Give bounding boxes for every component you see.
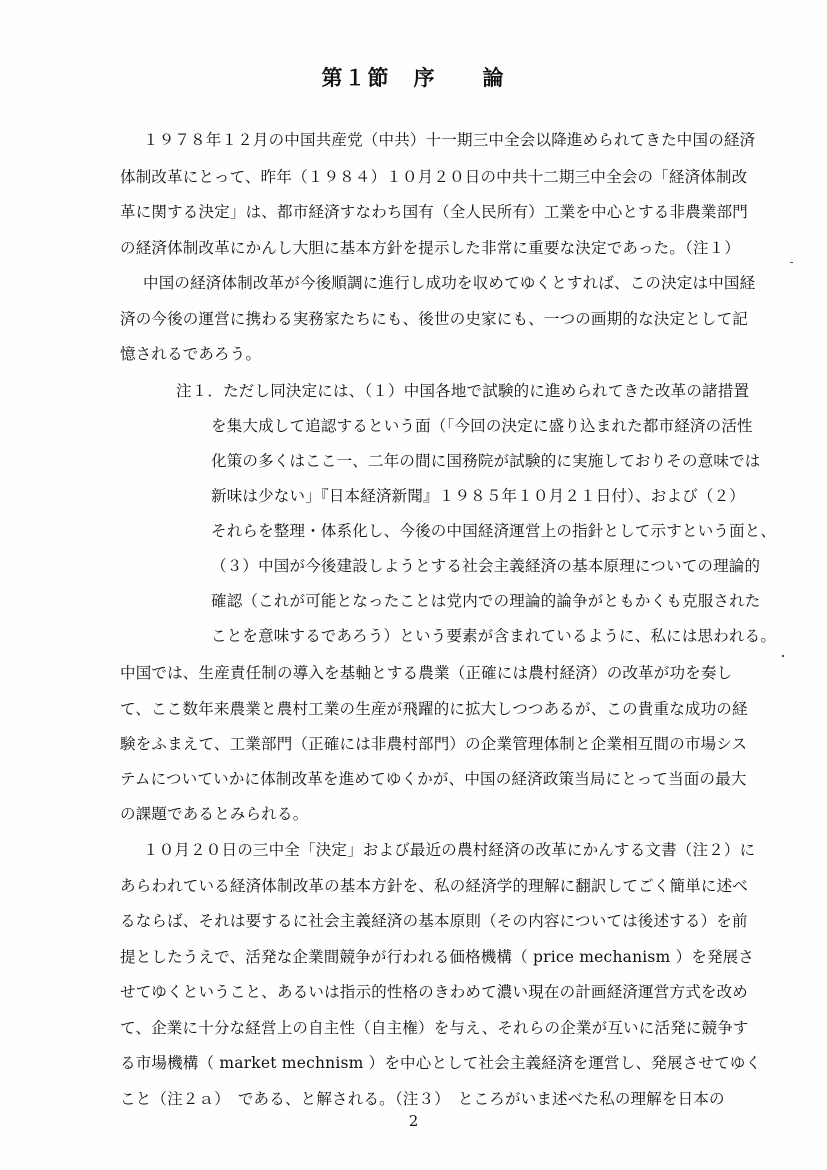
paragraph-line: 中国では、生産責任制の導入を基軸とする農業（正確には農村経済）の改革が功を奏し	[120, 664, 733, 682]
paragraph-line: あらわれている経済体制改革の基本方針を、私の経済学的理解に翻訳してごく簡単に述べ	[120, 877, 749, 895]
paragraph-line: 験をふまえて、工業部門（正確には非農村部門）の企業管理体制と企業相互間の市場シス	[120, 735, 748, 753]
footnote-line: 化策の多くはここ一、二年の間に国務院が試験的に実施しておりその意味では	[211, 452, 761, 470]
page-number: 2	[408, 1112, 419, 1130]
paragraph-line: の経済体制改革にかんし大胆に基本方針を提示した非常に重要な決定であった。（注１）	[120, 239, 741, 257]
section-title: 第１節 序 論	[321, 65, 506, 90]
paragraph-line: せてゆくということ、あるいは指示的性格のきわめて濃い現在の計画経済運営方式を改め	[120, 983, 749, 1001]
paragraph-line: 中国の経済体制改革が今後順調に進行し成功を収めてゆくとすれば、この決定は中国経	[143, 274, 756, 292]
scan-speck	[790, 262, 793, 263]
footnote-line: 確認（これが可能となったことは党内での理論的論争がともかくも克服された	[211, 592, 761, 610]
footnote-line: （３）中国が今後建設しようとする社会主義経済の基本原理についての理論的	[211, 557, 761, 575]
paragraph-line: 革に関する決定」は、都市経済すなわち国有（全人民所有）工業を中心とする非農業部門	[120, 203, 749, 221]
paragraph-line: て、ここ数年来農業と農村工業の生産が飛躍的に拡大しつつあるが、この貴重な成功の経	[120, 700, 748, 718]
paragraph-line: て、企業に十分な経営上の自主性（自主権）を与え、それらの企業が互いに活発に競争す	[120, 1019, 749, 1037]
footnote-line: それらを整理・体系化し、今後の中国経済運営上の指針として示すという面と、	[211, 522, 777, 540]
paragraph-line: 憶されるであろう。	[120, 345, 262, 363]
paragraph-line: テムについていかに体制改革を進めてゆくかが、中国の経済政策当局にとって当面の最大	[120, 770, 747, 788]
paragraph-line: 提としたうえで、活発な企業間競争が行われる価格機構（ price mechanism ）を発展さ	[120, 948, 755, 966]
paragraph-line: １０月２０日の三中全「決定」および最近の農村経済の改革にかんする文書（注２）に	[143, 841, 756, 859]
paragraph-line: 体制改革にとって、昨年（１９８４）１０月２０日の中共十二期三中全会の「経済体制改	[120, 168, 748, 186]
paragraph-line: の課題であるとみられる。	[120, 805, 309, 823]
footnote-line: 注１．ただし同決定には、（１）中国各地で試験的に進められてきた改革の諸措置	[176, 382, 750, 400]
paragraph-line: る市場機構（ market mechnism ）を中心として社会主義経済を運営し、発展させてゆく	[120, 1054, 762, 1072]
paragraph-line: １９７８年１２月の中国共産党（中共）十一期三中全会以降進められてきた中国の経済	[143, 131, 756, 149]
paragraph-line: 済の今後の運営に携わる実務家たちにも、後世の史家にも、一つの画期的な決定として記	[120, 310, 749, 328]
paragraph-line: るならば、それは要するに社会主義経済の基本原則（その内容については後述する）を前	[120, 912, 748, 930]
footnote-line: 新味は少ない」『日本経済新聞』１９８５年１０月２１日付）、および（２）	[211, 487, 746, 505]
paragraph-line: こと（注２ａ） である、と解される。（注３） ところがいま述べた私の理解を日本の	[120, 1090, 725, 1108]
footnote-line: ことを意味するであろう）という要素が含まれているように、私には思われる。	[211, 627, 777, 645]
footnote-line: を集大成して追認するという面（「今回の決定に盛り込まれた都市経済の活性	[211, 417, 753, 435]
scan-speck	[782, 655, 784, 657]
